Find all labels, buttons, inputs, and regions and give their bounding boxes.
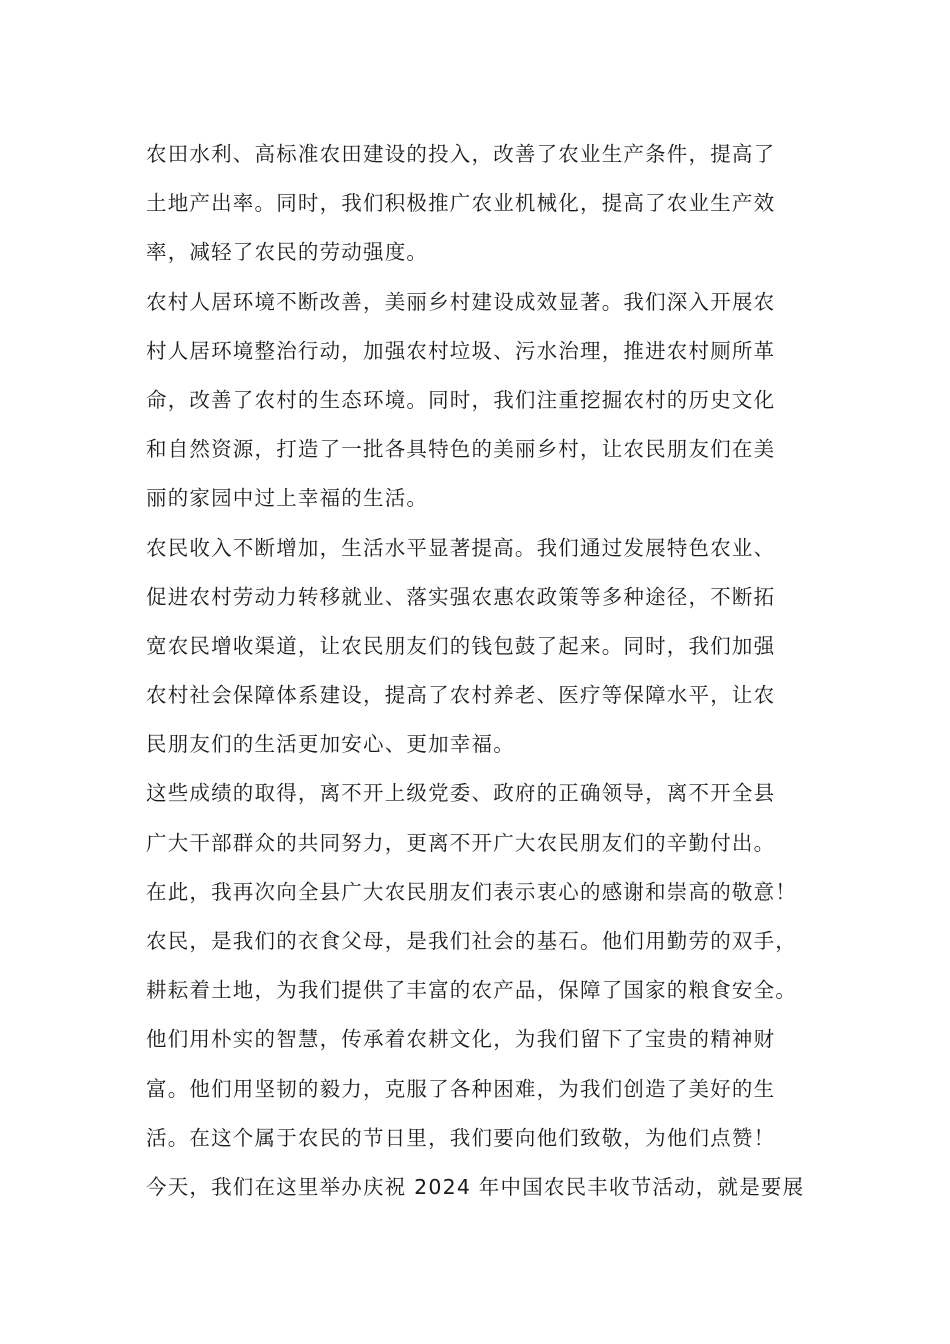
text-line: 农田水利、高标准农田建设的投入，改善了农业生产条件，提高了 [146,142,776,166]
text-line: 农民，是我们的衣食父母，是我们社会的基石。他们用勤劳的双手， [146,929,797,953]
text-line: 广大干部群众的共同努力，更离不开广大农民朋友们的辛勤付出。 [146,830,776,855]
text-line: 耕耘着土地，为我们提供了丰富的农产品，保障了国家的粮食安全。 [146,978,797,1003]
text-line: 土地产出率。同时，我们积极推广农业机械化，提高了农业生产效 [146,191,776,216]
text-line: 促进农村劳动力转移就业、落实强农惠农政策等多种途径，不断拓 [146,584,776,609]
text-line: 村人居环境整治行动，加强农村垃圾、污水治理，推进农村厕所革 [146,338,776,363]
text-line: 率，减轻了农民的劳动强度。 [146,240,429,265]
text-line: 命，改善了农村的生态环境。同时，我们注重挖掘农村的历史文化 [146,387,776,412]
text-line: 农村社会保障体系建设，提高了农村养老、医疗等保障水平，让农 [146,683,776,708]
text-line: 和自然资源，打造了一批各具特色的美丽乡村，让农民朋友们在美 [146,437,776,462]
text-line: 这些成绩的取得，离不开上级党委、政府的正确领导，离不开全县 [146,781,776,806]
text-line: 农村人居环境不断改善，美丽乡村建设成效显著。我们深入开展农 [146,289,776,314]
text-line: 在此，我再次向全县广大农民朋友们表示衷心的感谢和崇高的敬意！ [146,879,797,904]
text-line: 农民收入不断增加，生活水平显著提高。我们通过发展特色农业、 [146,535,776,560]
text-line: 富。他们用坚韧的毅力，克服了各种困难，为我们创造了美好的生 [146,1076,776,1101]
text-line: 他们用朴实的智慧，传承着农耕文化，为我们留下了宝贵的精神财 [146,1027,776,1052]
text-line: 活。在这个属于农民的节日里，我们要向他们致敬，为他们点赞！ [146,1125,776,1150]
text-line: 丽的家园中过上幸福的生活。 [146,486,429,511]
text-line: 今天，我们在这里举办庆祝 2024 年中国农民丰收节活动，就是要展 [146,1174,805,1199]
body-text [146,130,826,1212]
text-line: 民朋友们的生活更加安心、更加幸福。 [146,732,515,757]
text-line: 宽农民增收渠道，让农民朋友们的钱包鼓了起来。同时，我们加强 [146,633,776,658]
